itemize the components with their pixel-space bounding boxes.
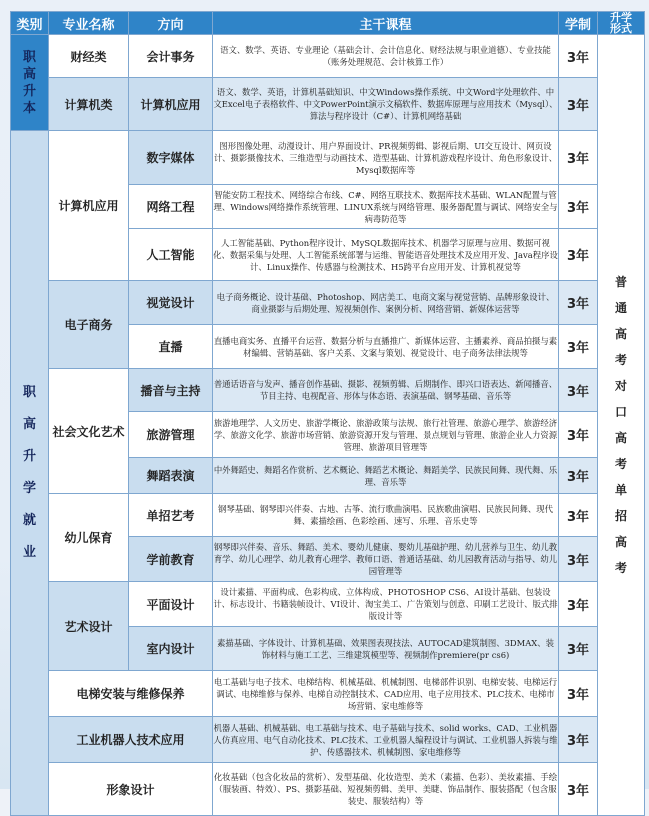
curriculum-table xyxy=(10,11,645,816)
header-duration: 学制 xyxy=(559,12,598,35)
duration-cell: 3年 xyxy=(559,494,598,537)
courses-cell: 电工基础与电子技术、电梯结构、机械基础、机械制图、电梯部件识别、电梯安装、电梯运行调试、电梯维修与保养、电梯自动控制技术、CAD应用、电子应用技术、PLC技术、电梯市场营销、家电维修等 xyxy=(213,671,559,717)
courses-cell: 旅游地理学、人文历史、旅游学概论、旅游政策与法规、旅行社管理、旅游心理学、旅游经济学、旅游文化学、旅游市场营销、旅游资源开发与管理、景点规划与管理、旅游企业人力资源管理、旅游项目管理等 xyxy=(213,412,559,458)
duration-cell: 3年 xyxy=(559,627,598,671)
profession-cell: 艺术设计 xyxy=(49,582,129,671)
direction-cell: 学前教育 xyxy=(129,537,213,582)
duration-cell: 3年 xyxy=(559,281,598,325)
table-row xyxy=(11,131,645,185)
duration-cell: 3年 xyxy=(559,325,598,369)
duration-cell: 3年 xyxy=(559,35,598,78)
header-profession: 专业名称 xyxy=(49,12,129,35)
table-row xyxy=(11,35,645,78)
header-intake xyxy=(598,12,645,35)
duration-cell: 3年 xyxy=(559,717,598,763)
courses-cell: 智能安防工程技术、网络综合布线、C#、网络互联技术、数据库技术基础、WLAN配置与管理、Windows网络操作系统管理、LINUX系统与网络管理、服务器配置与调试、网络安全与病毒防范等 xyxy=(213,185,559,229)
duration-cell: 3年 xyxy=(559,131,598,185)
table-row xyxy=(11,582,645,627)
direction-cell: 舞蹈表演 xyxy=(129,458,213,494)
duration-cell: 3年 xyxy=(559,229,598,281)
courses-cell: 电子商务概论、设计基础、Photoshop、网店美工、电商文案与视觉营销、品牌形象设计、商业摄影与后期处理、短视频创作、案例分析、网络营销、新媒体运营等 xyxy=(213,281,559,325)
table-row xyxy=(11,494,645,537)
duration-cell: 3年 xyxy=(559,763,598,816)
courses-cell: 图形图像处理、动漫设计、用户界面设计、PR视频剪辑、影视后期、UI交互设计、网页设计、摄影摄像技术、三维造型与动画技术、造型基础、计算机游戏程序设计、角色形象设计、Mysql数据库等 xyxy=(213,131,559,185)
profession-cell: 计算机应用 xyxy=(49,131,129,281)
direction-cell: 单招艺考 xyxy=(129,494,213,537)
direction-cell: 平面设计 xyxy=(129,582,213,627)
direction-cell: 人工智能 xyxy=(129,229,213,281)
table-row xyxy=(11,369,645,412)
profession-cell: 工业机器人技术应用 xyxy=(49,717,213,763)
profession-cell: 电子商务 xyxy=(49,281,129,369)
table-row xyxy=(11,78,645,131)
courses-cell: 钢琴基础、钢琴即兴伴奏、古地、古筝、流行歌曲演唱、民族歌曲演唱、民族民间舞、现代舞、素描绘画、色彩绘画、速写、乐理、音乐史等 xyxy=(213,494,559,537)
direction-cell: 网络工程 xyxy=(129,185,213,229)
header-direction: 方向 xyxy=(129,12,213,35)
courses-cell: 中外舞蹈史、舞蹈名作赏析、艺术概论、舞蹈艺术概论、舞蹈美学、民族民间舞、现代舞、乐理、音乐等 xyxy=(213,458,559,494)
header-category: 类别 xyxy=(11,12,49,35)
direction-cell: 旅游管理 xyxy=(129,412,213,458)
profession-cell: 社会文化艺术 xyxy=(49,369,129,494)
direction-cell: 室内设计 xyxy=(129,627,213,671)
duration-cell: 3年 xyxy=(559,458,598,494)
category-gaosheng: 职高升本 xyxy=(11,35,49,131)
category-jiuye: 职高升学就业 xyxy=(11,131,49,816)
header-row xyxy=(11,12,645,35)
courses-cell: 素描基础、字体设计、计算机基础、效果图表现技法、AUTOCAD建筑制图、3DMAX、装饰材料与施工工艺、三维建筑模型等、视频制作premiere(pr cs6) xyxy=(213,627,559,671)
direction-cell: 数字媒体 xyxy=(129,131,213,185)
profession-cell: 幼儿保育 xyxy=(49,494,129,582)
courses-cell: 设计素描、平面构成、色彩构成、立体构成、PHOTOSHOP CS6、AI设计基础、包装设计、标志设计、书籍装帧设计、VI设计、淘宝美工、广告策划与创意、印刷工艺设计、版式排版设计等 xyxy=(213,582,559,627)
courses-cell: 语文、数学、英语，计算机基础知识、中文Windows操作系统、中文Word字处理软件、中文Excel电子表格软件、中文PowerPoint演示文稿软件、数据库原理与应用技术（Mysql）、算法与程序设计（C#）、计算机网络基础 xyxy=(213,78,559,131)
duration-cell: 3年 xyxy=(559,78,598,131)
profession-cell: 电梯安装与维修保养 xyxy=(49,671,213,717)
duration-cell: 3年 xyxy=(559,671,598,717)
courses-cell: 钢琴即兴伴奏、音乐、舞蹈、美术、婴幼儿健康、婴幼儿基础护理、幼儿营养与卫生、幼儿教育学、幼儿心理学、幼儿教育心理学、教师口语、普通话基础、幼儿园教育活动与指导、幼儿园管理等 xyxy=(213,537,559,582)
courses-cell: 普通话语音与发声、播音创作基础、摄影、视频剪辑、后期制作、即兴口语表达、新闻播音、节目主持、电视配音、形体与体态语、表演基础、钢琴基础、音乐等 xyxy=(213,369,559,412)
table-row xyxy=(11,671,645,717)
duration-cell: 3年 xyxy=(559,412,598,458)
table-row xyxy=(11,763,645,816)
courses-cell: 语文、数学、英语、专业理论（基础会计、会计信息化、财经法规与职业道德）、专业技能（账务处理规范、会计核算工作） xyxy=(213,35,559,78)
duration-cell: 3年 xyxy=(559,537,598,582)
direction-cell: 会计事务 xyxy=(129,35,213,78)
table-row xyxy=(11,281,645,325)
direction-cell: 播音与主持 xyxy=(129,369,213,412)
table-row xyxy=(11,717,645,763)
header-courses: 主干课程 xyxy=(213,12,559,35)
duration-cell: 3年 xyxy=(559,185,598,229)
courses-cell: 机器人基础、机械基础、电工基础与技术、电子基础与技术、solid works、CAD、工业机器人仿真应用、电气自动化技术、PLC技术、工业机器人编程设计与调试、工业机器人拆装与维护、传感器技术、机械制图、家电维修等 xyxy=(213,717,559,763)
courses-cell: 直播电商实务、直播平台运营、数据分析与直播推广、新媒体运营、主播素养、商品拍摄与素材编辑、营销基础、客户关系、文案与策划、视觉设计、电子商务法律法规等 xyxy=(213,325,559,369)
courses-cell: 人工智能基础、Python程序设计、MySQL数据库技术、机器学习原理与应用、数据可视化、数据采集与处理、人工智能系统部署与运维、智能语音处理技术及应用开发、Java程序设计、Linux操作、传感器与检测技术、H5跨平台应用开发、计算机视觉等 xyxy=(213,229,559,281)
profession-cell: 形象设计 xyxy=(49,763,213,816)
direction-cell: 计算机应用 xyxy=(129,78,213,131)
duration-cell: 3年 xyxy=(559,369,598,412)
direction-cell: 直播 xyxy=(129,325,213,369)
header-intake-text: 升学形式 xyxy=(610,11,632,35)
direction-cell: 视觉设计 xyxy=(129,281,213,325)
courses-cell: 化妆基础（包含化妆品的赏析）、发型基础、化妆造型、美术（素描、色彩）、美妆素描、手绘（服装画、特效）、PS、摄影基础、短视频剪辑、美甲、美睫、饰品制作、服装搭配（包含服装史、服装结构）等 xyxy=(213,763,559,816)
duration-cell: 3年 xyxy=(559,582,598,627)
admission-cell: 普通高考对口高考单招高考 xyxy=(598,35,645,816)
profession-cell: 计算机类 xyxy=(49,78,129,131)
profession-cell: 财经类 xyxy=(49,35,129,78)
